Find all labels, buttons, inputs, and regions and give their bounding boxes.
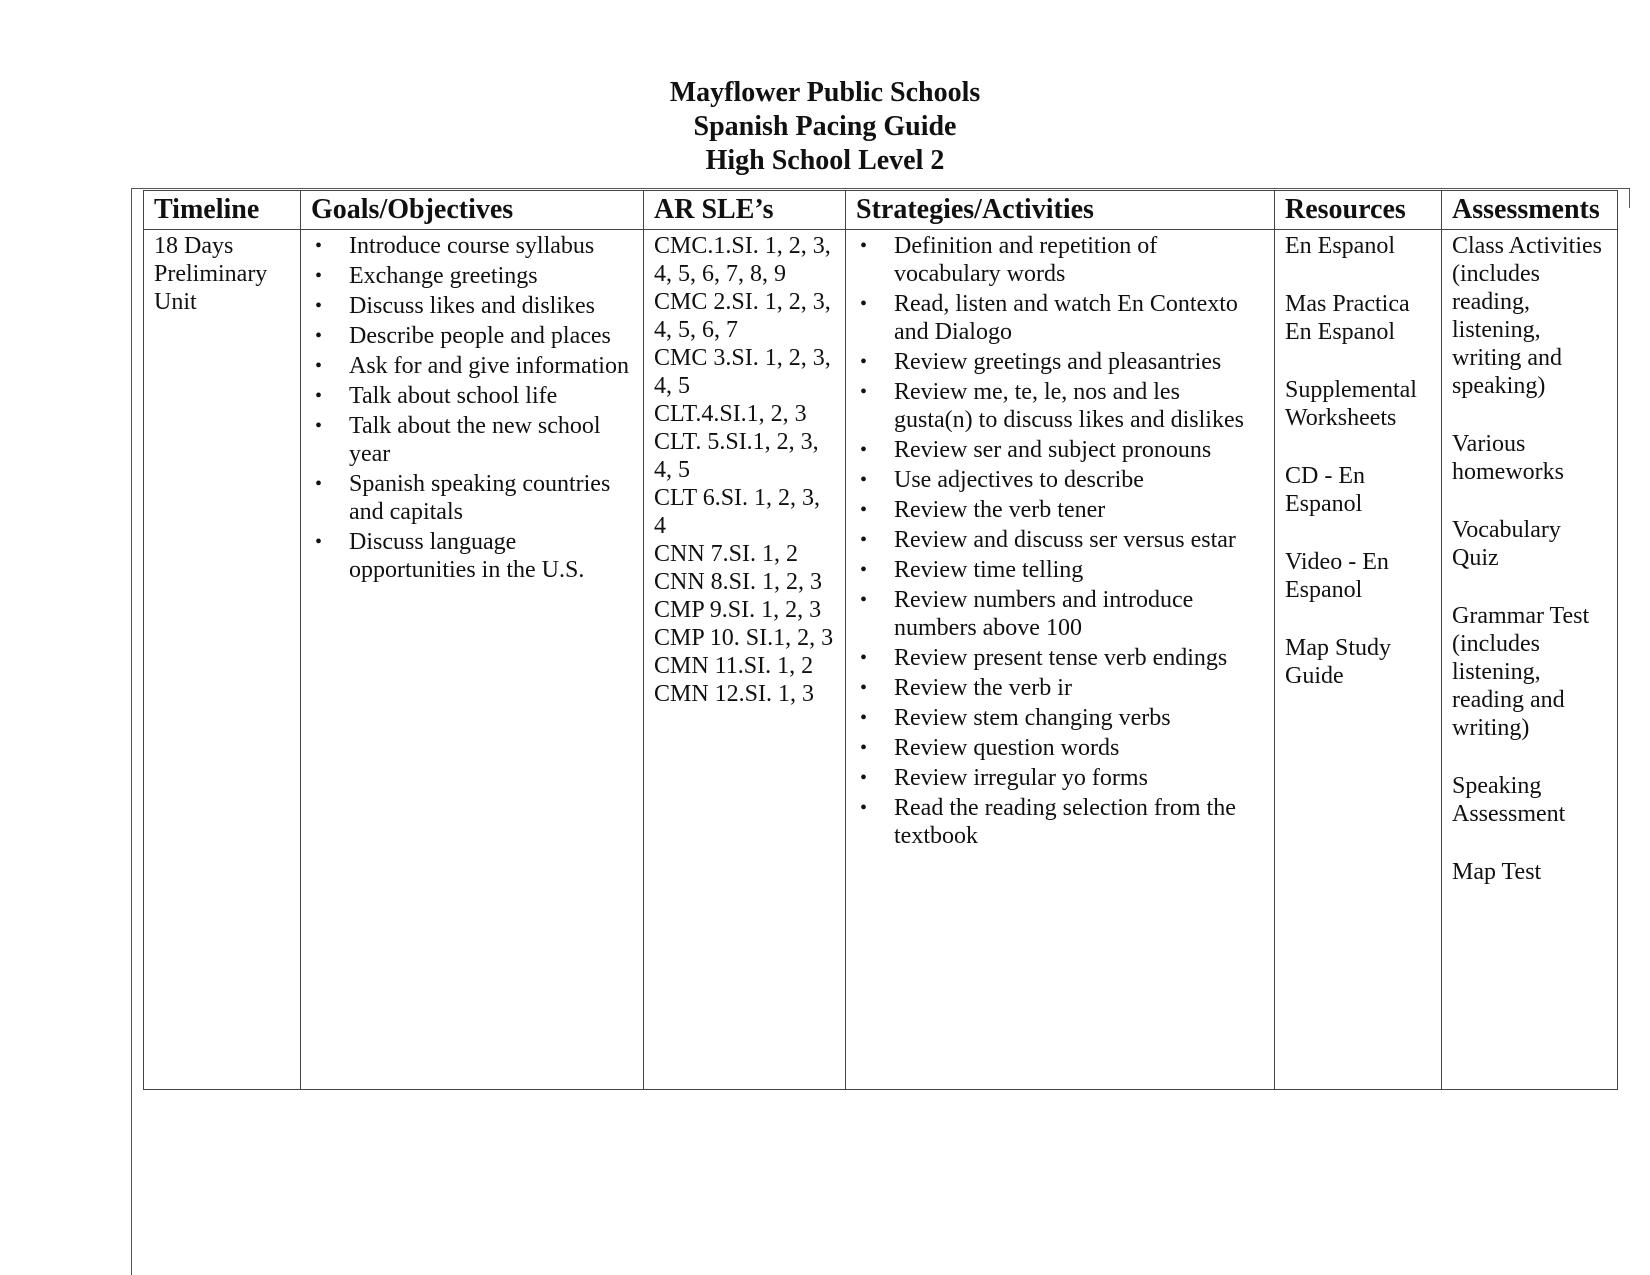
resource-item: Supplemental Worksheets <box>1285 377 1417 431</box>
resources-cell <box>1275 230 1442 1090</box>
sle-item: CLT.4.SI.1, 2, 3 <box>654 401 807 427</box>
strategy-item: • Review greetings and pleasantries <box>856 348 1264 376</box>
column-header-strategies: Strategies/Activities <box>846 191 1275 230</box>
resource-item: Video - En Espanol <box>1285 549 1389 603</box>
strategy-item: • Read the reading selection from the textbook <box>856 794 1264 850</box>
goal-item: • Ask for and give information <box>311 352 633 380</box>
goal-item: • Discuss language opportunities in the U.S. <box>311 528 633 584</box>
frame-left-line <box>131 188 132 1275</box>
guide-name: Spanish Pacing Guide <box>693 111 957 142</box>
strategy-item: • Use adjectives to describe <box>856 466 1264 494</box>
strategy-item: • Review irregular yo forms <box>856 764 1264 792</box>
strategy-item: • Review question words <box>856 734 1264 762</box>
resource-item: Mas Practica En Espanol <box>1285 291 1410 345</box>
assessment-item: Various homeworks <box>1452 431 1564 485</box>
sle-item: CMN 12.SI. 1, 3 <box>654 681 815 707</box>
timeline-cell <box>144 230 301 1090</box>
assessment-item: Grammar Test (includes listening, reading and writing) <box>1452 603 1590 741</box>
strategies-cell <box>846 230 1275 1090</box>
sle-item: CMP 10. SI.1, 2, 3 <box>654 625 834 651</box>
column-header-sles: AR SLE’s <box>644 191 846 230</box>
frame-right-line <box>1629 188 1630 208</box>
strategy-item: • Review me, te, le, nos and les gusta(n) to discuss likes and dislikes <box>856 378 1264 434</box>
assessment-item: Vocabulary Quiz <box>1452 517 1561 571</box>
sle-item: CNN 8.SI. 1, 2, 3 <box>654 569 823 595</box>
column-header-goals: Goals/Objectives <box>301 191 644 230</box>
sle-item: CMC.1.SI. 1, 2, 3, 4, 5, 6, 7, 8, 9 <box>654 233 831 287</box>
sle-item: CLT. 5.SI.1, 2, 3, 4, 5 <box>654 429 819 483</box>
sle-item: CMC 2.SI. 1, 2, 3, 4, 5, 6, 7 <box>654 289 831 343</box>
strategies-list <box>856 232 1264 850</box>
school-name: Mayflower Public Schools <box>669 77 981 108</box>
document-title <box>0 76 1650 178</box>
goal-item: • Introduce course syllabus <box>311 232 633 260</box>
sle-item: CMP 9.SI. 1, 2, 3 <box>654 597 822 623</box>
column-header-resources: Resources <box>1275 191 1442 230</box>
resource-item: Map Study Guide <box>1285 635 1392 689</box>
strategy-item: • Review the verb ir <box>856 674 1264 702</box>
column-header-assessments: Assessments <box>1442 191 1618 230</box>
goal-item: • Discuss likes and dislikes <box>311 292 633 320</box>
resource-item: CD - En Espanol <box>1285 463 1365 517</box>
assessment-item: Class Activities (includes reading, listening, writing and speaking) <box>1452 233 1602 399</box>
column-header-timeline: Timeline <box>144 191 301 230</box>
goal-item: • Spanish speaking countries and capitals <box>311 470 633 526</box>
resource-item: En Espanol <box>1285 233 1395 259</box>
sle-item: CNN 7.SI. 1, 2 <box>654 541 799 567</box>
goal-item: • Talk about the new school year <box>311 412 633 468</box>
frame-top-line <box>131 188 1630 189</box>
goal-item: • Describe people and places <box>311 322 633 350</box>
strategy-item: • Definition and repetition of vocabulary words <box>856 232 1264 288</box>
sle-item: CLT 6.SI. 1, 2, 3, 4 <box>654 485 821 539</box>
goals-list <box>311 232 633 584</box>
sle-item: CMC 3.SI. 1, 2, 3, 4, 5 <box>654 345 831 399</box>
strategy-item: • Review stem changing verbs <box>856 704 1264 732</box>
goal-item: • Talk about school life <box>311 382 633 410</box>
assessment-item: Speaking Assessment <box>1452 773 1566 827</box>
strategy-item: • Review present tense verb endings <box>856 644 1264 672</box>
pacing-table <box>143 190 1618 1090</box>
timeline-line: 18 Days <box>154 233 234 259</box>
goals-cell <box>301 230 644 1090</box>
sle-item: CMN 11.SI. 1, 2 <box>654 653 814 679</box>
strategy-item: • Review the verb tener <box>856 496 1264 524</box>
course-level: High School Level 2 <box>705 145 945 176</box>
strategy-item: • Review and discuss ser versus estar <box>856 526 1264 554</box>
assessments-cell <box>1442 230 1618 1090</box>
strategy-item: • Review time telling <box>856 556 1264 584</box>
timeline-line: Preliminary <box>154 261 268 287</box>
assessment-item: Map Test <box>1452 859 1542 885</box>
timeline-line: Unit <box>154 289 197 315</box>
strategy-item: • Read, listen and watch En Contexto and Dialogo <box>856 290 1264 346</box>
sles-cell <box>644 230 846 1090</box>
strategy-item: • Review numbers and introduce numbers above 100 <box>856 586 1264 642</box>
table-row <box>144 230 1618 1090</box>
goal-item: • Exchange greetings <box>311 262 633 290</box>
strategy-item: • Review ser and subject pronouns <box>856 436 1264 464</box>
table-header-row <box>144 191 1618 230</box>
